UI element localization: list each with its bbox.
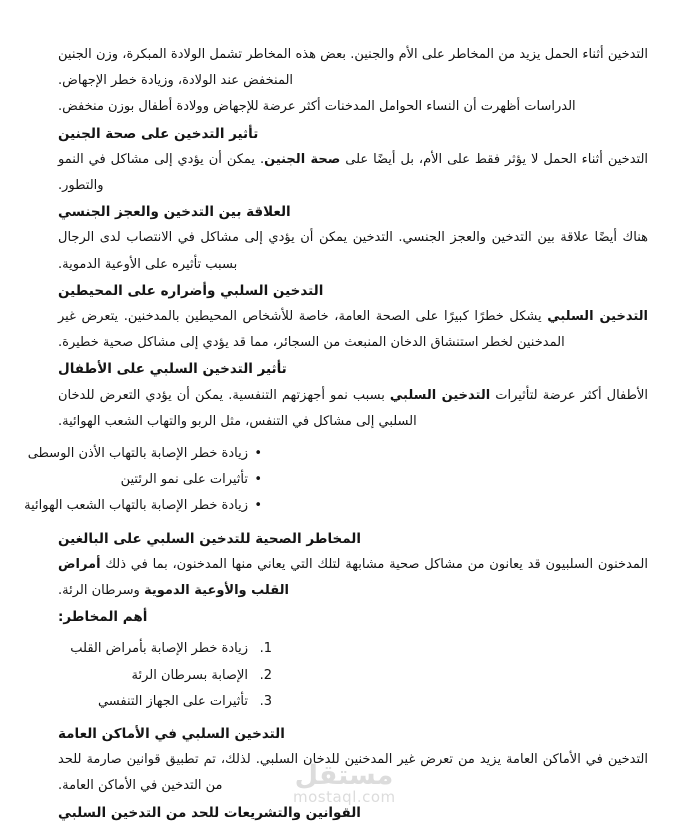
text-run-bold: التدخين السلبي: [389, 387, 491, 403]
list-item-text: الإصابة بسرطان الرئة: [131, 667, 248, 683]
paragraph-fetus-health: [58, 147, 648, 199]
list-item: [58, 663, 272, 689]
list-item: [27, 441, 262, 467]
text-run-bold: أمراض القلب والأوعية الدموية: [58, 556, 289, 599]
list-number: 1.: [259, 641, 272, 657]
bullet-list-children-effects: [24, 441, 262, 520]
document-body: [24, 42, 649, 826]
paragraph-adults-risks: [58, 552, 648, 604]
list-item: [24, 493, 262, 519]
paragraph-passive-smoking: [58, 304, 648, 356]
list-item-text: زيادة خطر الإصابة بالتهاب الشعب الهوائية: [24, 498, 248, 514]
paragraph-children: [58, 383, 648, 435]
list-item-text: زيادة خطر الإصابة بأمراض القلب: [70, 641, 248, 657]
heading-public-places: التدخين السلبي في الأماكن العامة: [58, 726, 285, 743]
heading-children: تأثير التدخين السلبي على الأطفال: [58, 361, 287, 378]
list-item-text: تأثيرات على نمو الرئتين: [120, 472, 248, 488]
text-run: التدخين أثناء الحمل لا يؤثر فقط على الأم، بل أيضًا على: [340, 151, 649, 167]
text-run-bold: التدخين السلبي: [547, 309, 648, 325]
paragraph-public-places: [58, 747, 648, 799]
text-run: وسرطان الرئة.: [58, 583, 144, 599]
heading-fetus-health: تأثير التدخين على صحة الجنين: [58, 125, 259, 142]
list-item: [58, 636, 272, 662]
text-run: هناك أيضًا علاقة بين التدخين والعجز الجنسي. التدخين يمكن أن يؤدي إلى مشاكل في الانتصاب لدى الرجال بسبب تأثيره على الأوعية الدموية.: [58, 230, 648, 272]
heading-top-risks: أهم المخاطر:: [58, 609, 148, 626]
text-run: التدخين أثناء الحمل يزيد من المخاطر على الأم والجنين. بعض هذه المخاطر تشمل الولادة المبكرة، وزن الجنين المنخفض عند الولادة، وزيادة خطر الإجهاض.: [58, 47, 648, 89]
text-run: التدخين في الأماكن العامة يزيد من تعرض غير المدخنين للدخان السلبي. لذلك، تم تطبيق قوانين صارمة للحد من التدخين في الأماكن العامة.: [58, 752, 648, 794]
text-run: . يمكن أن يؤدي إلى مشاكل في النمو والتطور.: [58, 151, 265, 194]
watermark-brand-arabic: مستقل: [294, 760, 394, 791]
text-run: بسبب نمو أجهزتهم التنفسية. يمكن أن يؤدي التعرض للدخان السلبي إلى مشاكل في التنفس، مثل الربو والتهاب الشعب الهوائية.: [58, 387, 417, 429]
paragraph-impotence: [58, 225, 648, 277]
text-run: المدخنون السلبيون قد يعانون من مشاكل صحية مشابهة لتلك التي يعاني منها المدخنون، بما في ذلك: [100, 556, 648, 572]
bullet-icon: •: [254, 498, 262, 514]
heading-impotence: العلاقة بين التدخين والعجز الجنسي: [58, 204, 291, 221]
text-run: الدراسات أظهرت أن النساء الحوامل المدخنات أكثر عرضة للإجهاض وولادة أطفال بوزن منخفض.: [58, 99, 576, 115]
list-item: [58, 689, 272, 715]
list-number: 2.: [259, 667, 272, 683]
list-number: 3.: [259, 693, 272, 709]
list-item-text: زيادة خطر الإصابة بالتهاب الأذن الوسطى: [27, 446, 248, 462]
heading-laws: القوانين والتشريعات للحد من التدخين السلبي: [58, 804, 361, 821]
paragraph-pregnancy-risks: [58, 42, 648, 94]
heading-adults-risks: المخاطر الصحية للتدخين السلبي على البالغين: [58, 530, 361, 547]
list-item-text: تأثيرات على الجهاز التنفسي: [97, 693, 248, 709]
text-run: يشكل خطرًا كبيرًا على الصحة العامة، خاصة للأشخاص المحيطين بالمدخنين. يتعرض غير المدخنين لخطر استنشاق الدخان المنبعث من السجائر، مما قد يؤدي إلى مشاكل صحية خطيرة.: [58, 309, 565, 351]
text-run: الأطفال أكثر عرضة لتأثيرات: [490, 387, 648, 403]
bullet-icon: •: [254, 446, 262, 462]
numbered-list-top-risks: [58, 636, 272, 715]
list-item: [58, 467, 262, 493]
heading-passive-smoking: التدخين السلبي وأضراره على المحيطين: [58, 282, 324, 299]
text-run-bold: صحة الجنين: [264, 151, 341, 167]
paragraph-studies: [58, 94, 648, 120]
bullet-icon: •: [254, 472, 262, 488]
watermark-domain: mostaql.com: [293, 788, 396, 806]
